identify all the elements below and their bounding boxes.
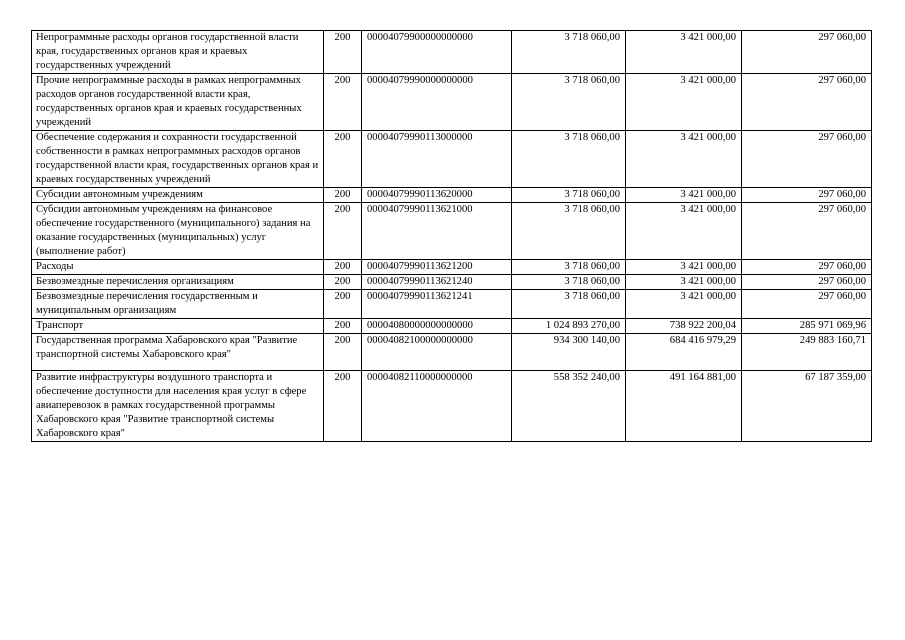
row-csr: 00004079990113621241: [362, 290, 512, 319]
table-row: [32, 319, 872, 334]
row-code: 200: [324, 31, 362, 74]
row-csr: 00004079990113621200: [362, 260, 512, 275]
row-value-1: 3 718 060,00: [512, 260, 626, 275]
table-row: [32, 31, 872, 74]
table-row: [32, 203, 872, 260]
row-value-1: 3 718 060,00: [512, 74, 626, 131]
row-value-2: 3 421 000,00: [626, 188, 742, 203]
row-csr: 00004079990113621240: [362, 275, 512, 290]
row-value-2: 738 922 200,04: [626, 319, 742, 334]
row-code: 200: [324, 319, 362, 334]
table-row: [32, 334, 872, 371]
budget-table: [31, 30, 872, 442]
row-name: Развитие инфраструктуры воздушного транспорта и обеспечение доступности для населения края услуг в сфере авиаперевозок в рамках государственной программы Хабаровского края "Развитие транспортной системы Хабаровского края": [32, 371, 324, 442]
row-name: Субсидии автономным учреждениям на финансовое обеспечение государственного (муниципального) задания на оказание государственных (муниципальных) услуг (выполнение работ): [32, 203, 324, 260]
row-code: 200: [324, 290, 362, 319]
row-value-1: 1 024 893 270,00: [512, 319, 626, 334]
row-value-2: 684 416 979,29: [626, 334, 742, 371]
row-name: Обеспечение содержания и сохранности государственной собственности в рамках непрограммных расходов органов государственной власти края, государственных органов края и краевых государственных учреждений: [32, 131, 324, 188]
table-row: [32, 290, 872, 319]
row-value-2: 3 421 000,00: [626, 290, 742, 319]
row-name: Транспорт: [32, 319, 324, 334]
row-value-3: 67 187 359,00: [742, 371, 872, 442]
row-csr: 00004079990113000000: [362, 131, 512, 188]
row-code: 200: [324, 275, 362, 290]
row-csr: 00004079990000000000: [362, 74, 512, 131]
row-code: 200: [324, 203, 362, 260]
row-value-1: 934 300 140,00: [512, 334, 626, 371]
row-value-2: 3 421 000,00: [626, 260, 742, 275]
table-row: [32, 371, 872, 442]
row-value-1: 3 718 060,00: [512, 188, 626, 203]
row-code: 200: [324, 334, 362, 371]
row-csr: 00004079990113621000: [362, 203, 512, 260]
row-csr: 00004082110000000000: [362, 371, 512, 442]
row-value-2: 3 421 000,00: [626, 131, 742, 188]
row-code: 200: [324, 371, 362, 442]
row-name: Расходы: [32, 260, 324, 275]
row-value-3: 249 883 160,71: [742, 334, 872, 371]
table-row: [32, 260, 872, 275]
row-name: Непрограммные расходы органов государственной власти края, государственных органов края и краевых государственных учреждений: [32, 31, 324, 74]
budget-table-body: [32, 31, 872, 442]
row-code: 200: [324, 188, 362, 203]
row-value-1: 3 718 060,00: [512, 131, 626, 188]
row-name: Субсидии автономным учреждениям: [32, 188, 324, 203]
row-value-3: 297 060,00: [742, 188, 872, 203]
row-value-1: 3 718 060,00: [512, 275, 626, 290]
table-row: [32, 188, 872, 203]
row-value-3: 297 060,00: [742, 260, 872, 275]
row-value-1: 3 718 060,00: [512, 31, 626, 74]
row-value-2: 3 421 000,00: [626, 74, 742, 131]
row-code: 200: [324, 260, 362, 275]
row-value-3: 297 060,00: [742, 74, 872, 131]
row-value-3: 297 060,00: [742, 290, 872, 319]
row-value-3: 297 060,00: [742, 203, 872, 260]
row-value-3: 285 971 069,96: [742, 319, 872, 334]
row-value-3: 297 060,00: [742, 131, 872, 188]
row-value-3: 297 060,00: [742, 31, 872, 74]
row-code: 200: [324, 74, 362, 131]
table-row: [32, 131, 872, 188]
row-csr: 00004079990113620000: [362, 188, 512, 203]
row-value-2: 3 421 000,00: [626, 203, 742, 260]
table-row: [32, 275, 872, 290]
row-csr: 00004080000000000000: [362, 319, 512, 334]
row-code: 200: [324, 131, 362, 188]
row-value-1: 3 718 060,00: [512, 290, 626, 319]
row-value-1: 3 718 060,00: [512, 203, 626, 260]
row-name: Безвозмездные перечисления организациям: [32, 275, 324, 290]
row-csr: 00004082100000000000: [362, 334, 512, 371]
row-name: Государственная программа Хабаровского края "Развитие транспортной системы Хабаровского края": [32, 334, 324, 371]
row-value-3: 297 060,00: [742, 275, 872, 290]
row-value-2: 491 164 881,00: [626, 371, 742, 442]
row-value-1: 558 352 240,00: [512, 371, 626, 442]
table-row: [32, 74, 872, 131]
row-name: Прочие непрограммные расходы в рамках непрограммных расходов органов государственной власти края, государственных органов края и краевых государственных учреждений: [32, 74, 324, 131]
row-name: Безвозмездные перечисления государственным и муниципальным организациям: [32, 290, 324, 319]
row-csr: 00004079900000000000: [362, 31, 512, 74]
row-value-2: 3 421 000,00: [626, 275, 742, 290]
row-value-2: 3 421 000,00: [626, 31, 742, 74]
